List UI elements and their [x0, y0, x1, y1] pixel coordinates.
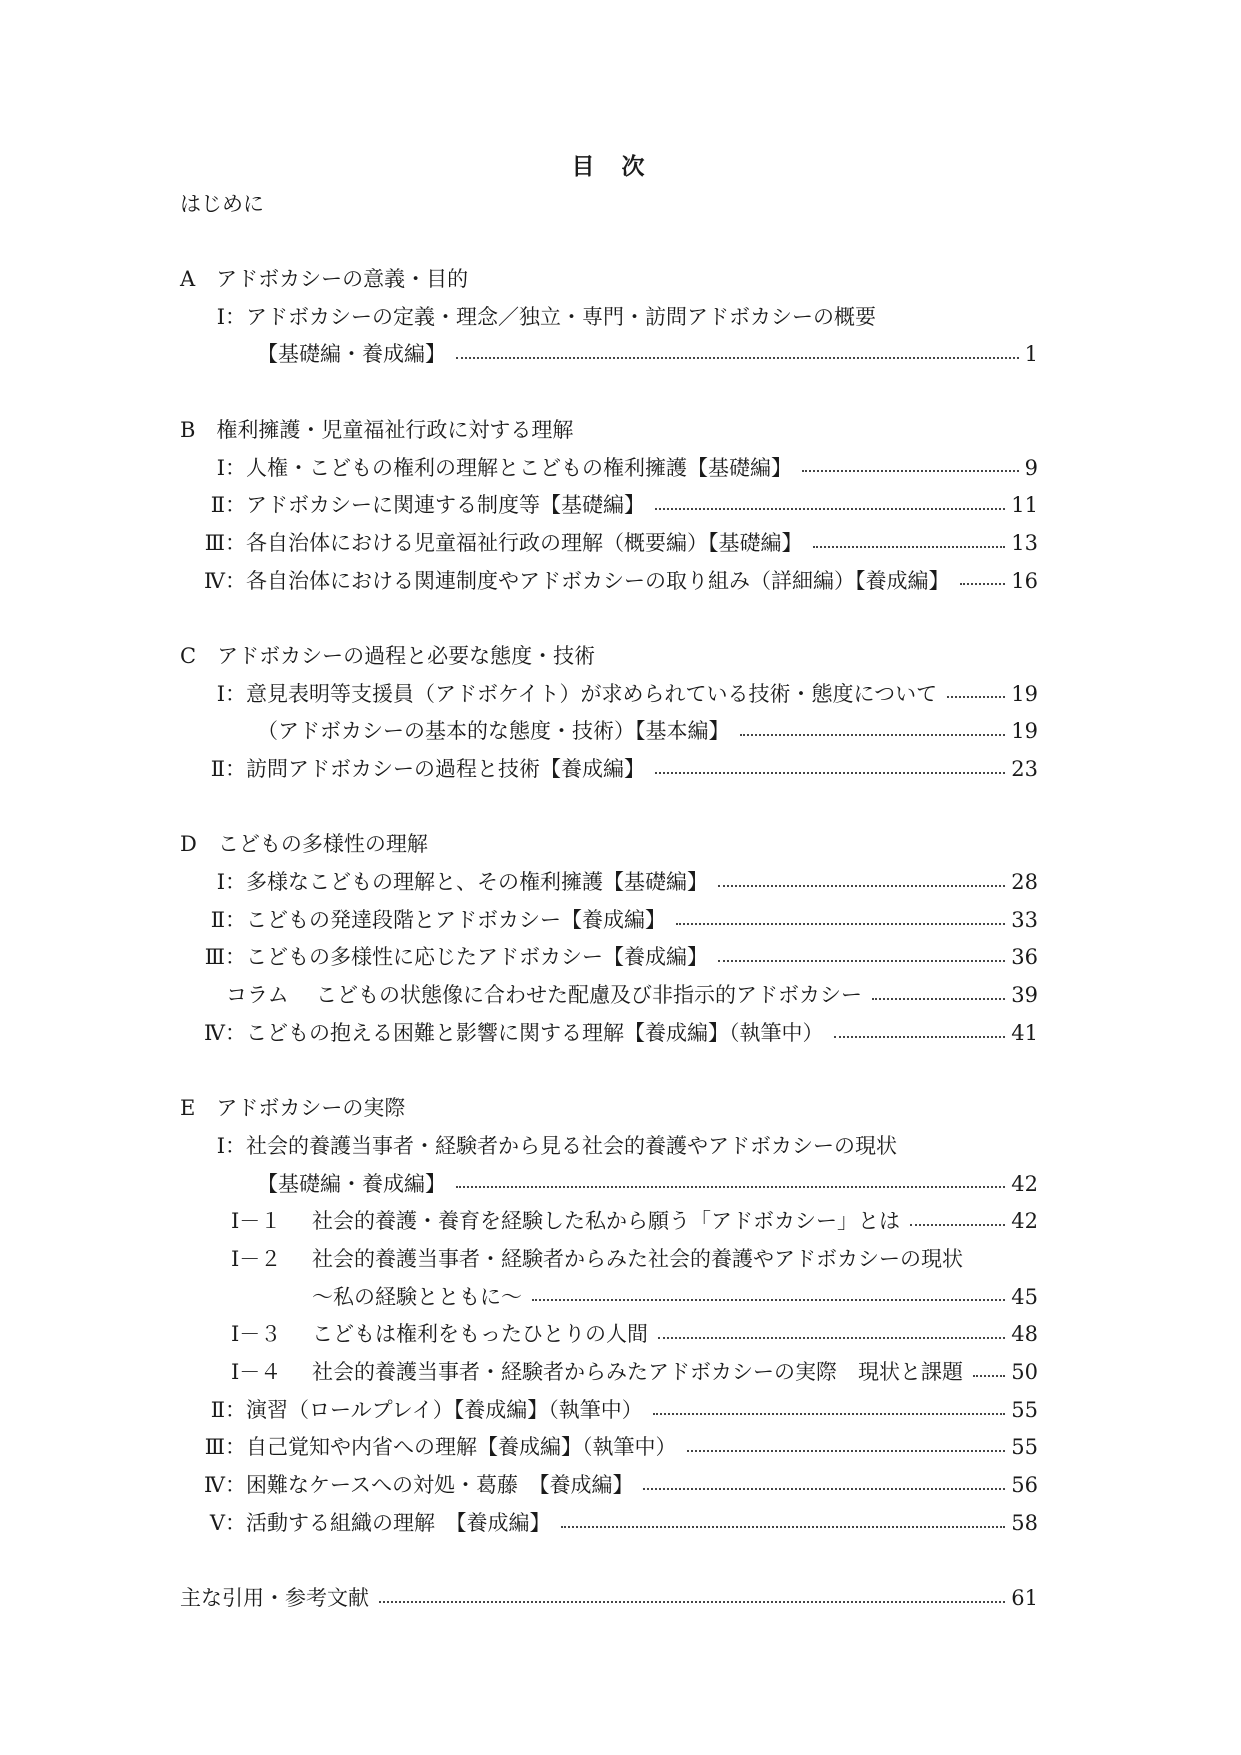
- entry-number: Ⅲ：: [204, 945, 246, 970]
- entry-text: 【基礎編・養成編】: [257, 1171, 446, 1196]
- toc-entry[interactable]: [180, 450, 1038, 488]
- page-number: 45: [1011, 1284, 1038, 1309]
- entry-number: Ⅰ：: [216, 870, 246, 895]
- entry-text: 自己覚知や内省への理解【養成編】（執筆中）: [246, 1435, 677, 1460]
- entry-text: 【基礎編・養成編】: [257, 342, 446, 367]
- entry-number: Ⅰ－２: [231, 1246, 282, 1271]
- dot-leader: [813, 546, 1006, 548]
- entry-number: Ⅰ－１: [231, 1209, 282, 1234]
- dot-leader: [456, 1186, 1005, 1188]
- entry-number: Ⅰ－４: [231, 1360, 282, 1384]
- toc-entry[interactable]: [180, 487, 1038, 525]
- toc-references[interactable]: [180, 1580, 1038, 1618]
- dot-leader: [740, 734, 1006, 736]
- dot-leader: [658, 1337, 1005, 1339]
- entry-text: 困難なケースへの対処・葛藤 【養成編】: [246, 1473, 634, 1498]
- entry-text: こどもの状態像に合わせた配慮及び非指示的アドボカシー: [316, 983, 862, 1008]
- dot-leader: [872, 998, 1005, 1000]
- page-number: 41: [1011, 1020, 1038, 1045]
- page-number: 42: [1011, 1171, 1038, 1196]
- entry-number: Ⅰ－３: [231, 1322, 282, 1347]
- page-number: 28: [1011, 870, 1038, 895]
- page-title: 目 次: [571, 153, 647, 180]
- dot-leader: [456, 357, 1019, 359]
- spacer: [180, 223, 1038, 261]
- page-number: 61: [1011, 1586, 1038, 1611]
- page-number: 48: [1011, 1322, 1038, 1347]
- dot-leader: [834, 1036, 1006, 1038]
- toc-entry[interactable]: [180, 1467, 1038, 1505]
- entry-number: Ⅴ：: [209, 1510, 246, 1535]
- toc-entry[interactable]: [180, 1015, 1038, 1053]
- entry-number: Ⅲ：: [204, 530, 246, 555]
- toc-sections: [180, 223, 1038, 1542]
- entry-text: こどもは権利をもったひとりの人間: [312, 1322, 648, 1347]
- entry-number: Ⅲ：: [204, 1435, 246, 1460]
- column-label: コラム: [226, 983, 289, 1008]
- toc-entry[interactable]: [180, 676, 1038, 714]
- entry-text: 人権・こどもの権利の理解とこどもの権利擁護【基礎編】: [246, 455, 792, 480]
- dot-leader: [532, 1299, 1005, 1301]
- toc-entry[interactable]: [180, 1429, 1038, 1467]
- section-heading[interactable]: B 権利擁護・児童福祉行政に対する理解: [180, 417, 574, 442]
- spacer: [180, 1542, 1038, 1580]
- entry-text: 社会的養護当事者・経験者からみた社会的養護やアドボカシーの現状: [312, 1246, 963, 1271]
- toc-entry[interactable]: [180, 751, 1038, 789]
- entry-number: Ⅳ：: [204, 1020, 246, 1045]
- dot-leader: [561, 1526, 1006, 1528]
- toc-entry[interactable]: [180, 1354, 1038, 1392]
- entry-text: アドボカシーの定義・理念／独立・専門・訪問アドボカシーの概要: [246, 304, 876, 329]
- table-of-contents: [180, 148, 1038, 1618]
- toc-entry[interactable]: [180, 939, 1038, 977]
- section-heading[interactable]: E アドボカシーの実際: [180, 1096, 406, 1121]
- page-number: 58: [1011, 1510, 1038, 1535]
- spacer: [180, 600, 1038, 638]
- page-number: 33: [1011, 907, 1038, 932]
- entry-text: こどもの多様性に応じたアドボカシー【養成編】: [246, 945, 708, 970]
- dot-leader: [676, 923, 1005, 925]
- page-number: 42: [1011, 1209, 1038, 1234]
- section-heading[interactable]: C アドボカシーの過程と必要な態度・技術: [180, 643, 596, 668]
- toc-entry[interactable]: [180, 1392, 1038, 1430]
- toc-entry[interactable]: [180, 1128, 1038, 1166]
- entry-text: 演習（ロールプレイ）【養成編】（執筆中）: [246, 1397, 643, 1422]
- page-number: 9: [1024, 455, 1038, 480]
- toc-entry[interactable]: [180, 1166, 1038, 1204]
- page-number: 1: [1024, 342, 1038, 367]
- entry-text: 各自治体における児童福祉行政の理解（概要編）【基礎編】: [246, 530, 803, 555]
- toc-intro[interactable]: はじめに: [180, 191, 264, 216]
- toc-entry[interactable]: [180, 713, 1038, 751]
- spacer: [180, 1053, 1038, 1091]
- entry-text: 各自治体における関連制度やアドボカシーの取り組み（詳細編）【養成編】: [246, 568, 950, 593]
- entry-number: Ⅰ：: [216, 1133, 246, 1158]
- dot-leader: [718, 885, 1005, 887]
- page-number: 55: [1011, 1397, 1038, 1422]
- entry-text: アドボカシーに関連する制度等【基礎編】: [246, 493, 645, 518]
- page-number: 11: [1011, 493, 1038, 518]
- entry-text: （アドボカシーの基本的な態度・技術）【基本編】: [257, 719, 730, 744]
- toc-entry[interactable]: [180, 1505, 1038, 1543]
- toc-entry[interactable]: [180, 563, 1038, 601]
- toc-entry[interactable]: [180, 1241, 1038, 1279]
- entry-number: Ⅱ：: [210, 757, 246, 781]
- page-number: 50: [1011, 1360, 1038, 1384]
- toc-entry[interactable]: [180, 299, 1038, 337]
- dot-leader: [687, 1450, 1006, 1452]
- entry-text: 多様なこどもの理解と、その権利擁護【基礎編】: [246, 870, 708, 895]
- spacer: [180, 374, 1038, 412]
- page-number: 55: [1011, 1435, 1038, 1460]
- dot-leader: [960, 583, 1006, 585]
- dot-leader: [653, 1413, 1006, 1415]
- dot-leader: [718, 960, 1005, 962]
- entry-text: 主な引用・参考文献: [180, 1586, 369, 1611]
- entry-text: こどもの発達段階とアドボカシー【養成編】: [246, 907, 666, 932]
- toc-entry[interactable]: [180, 525, 1038, 563]
- dot-leader: [910, 1224, 1005, 1226]
- entry-text: 訪問アドボカシーの過程と技術【養成編】: [246, 757, 645, 781]
- spacer: [180, 789, 1038, 827]
- entry-text: 活動する組織の理解 【養成編】: [246, 1510, 551, 1535]
- dot-leader: [655, 772, 1005, 774]
- page-number: 39: [1011, 983, 1038, 1008]
- page-number: 19: [1011, 719, 1038, 744]
- page-number: 36: [1011, 945, 1038, 970]
- toc-entry[interactable]: [180, 336, 1038, 374]
- entry-number: Ⅰ：: [216, 681, 246, 706]
- toc-entry[interactable]: [180, 902, 1038, 940]
- dot-leader: [947, 696, 1005, 698]
- section-heading[interactable]: D こどもの多様性の理解: [180, 832, 428, 857]
- page-number: 13: [1011, 530, 1038, 555]
- dot-leader: [643, 1488, 1005, 1490]
- entry-number: Ⅱ：: [210, 493, 246, 518]
- dot-leader: [379, 1601, 1005, 1603]
- entry-number: Ⅳ：: [204, 1473, 246, 1498]
- entry-number: Ⅳ：: [204, 568, 246, 593]
- toc-entry[interactable]: [180, 1203, 1038, 1241]
- entry-number: Ⅰ：: [216, 455, 246, 480]
- page-number: 19: [1011, 681, 1038, 706]
- entry-text: 意見表明等支援員（アドボケイト）が求められている技術・態度について: [246, 681, 938, 706]
- entry-text: ～私の経験とともに～: [312, 1284, 522, 1309]
- dot-leader: [655, 508, 1005, 510]
- page-number: 16: [1011, 568, 1038, 593]
- toc-entry[interactable]: [180, 864, 1038, 902]
- entry-text: 社会的養護・養育を経験した私から願う「アドボカシー」とは: [312, 1209, 900, 1234]
- dot-leader: [973, 1375, 1005, 1377]
- entry-text: 社会的養護当事者・経験者からみたアドボカシーの実際 現状と課題: [312, 1360, 963, 1384]
- section-heading[interactable]: A アドボカシーの意義・目的: [180, 267, 469, 292]
- toc-entry[interactable]: [180, 977, 1038, 1015]
- page-number: 23: [1011, 757, 1038, 781]
- toc-entry[interactable]: [180, 1279, 1038, 1317]
- entry-number: Ⅰ：: [216, 304, 246, 329]
- entry-number: Ⅱ：: [210, 1397, 246, 1422]
- page-number: 56: [1011, 1473, 1038, 1498]
- entry-text: こどもの抱える困難と影響に関する理解【養成編】（執筆中）: [246, 1020, 824, 1045]
- dot-leader: [802, 470, 1019, 472]
- entry-number: Ⅱ：: [210, 907, 246, 932]
- entry-text: 社会的養護当事者・経験者から見る社会的養護やアドボカシーの現状: [246, 1133, 897, 1158]
- toc-entry[interactable]: [180, 1316, 1038, 1354]
